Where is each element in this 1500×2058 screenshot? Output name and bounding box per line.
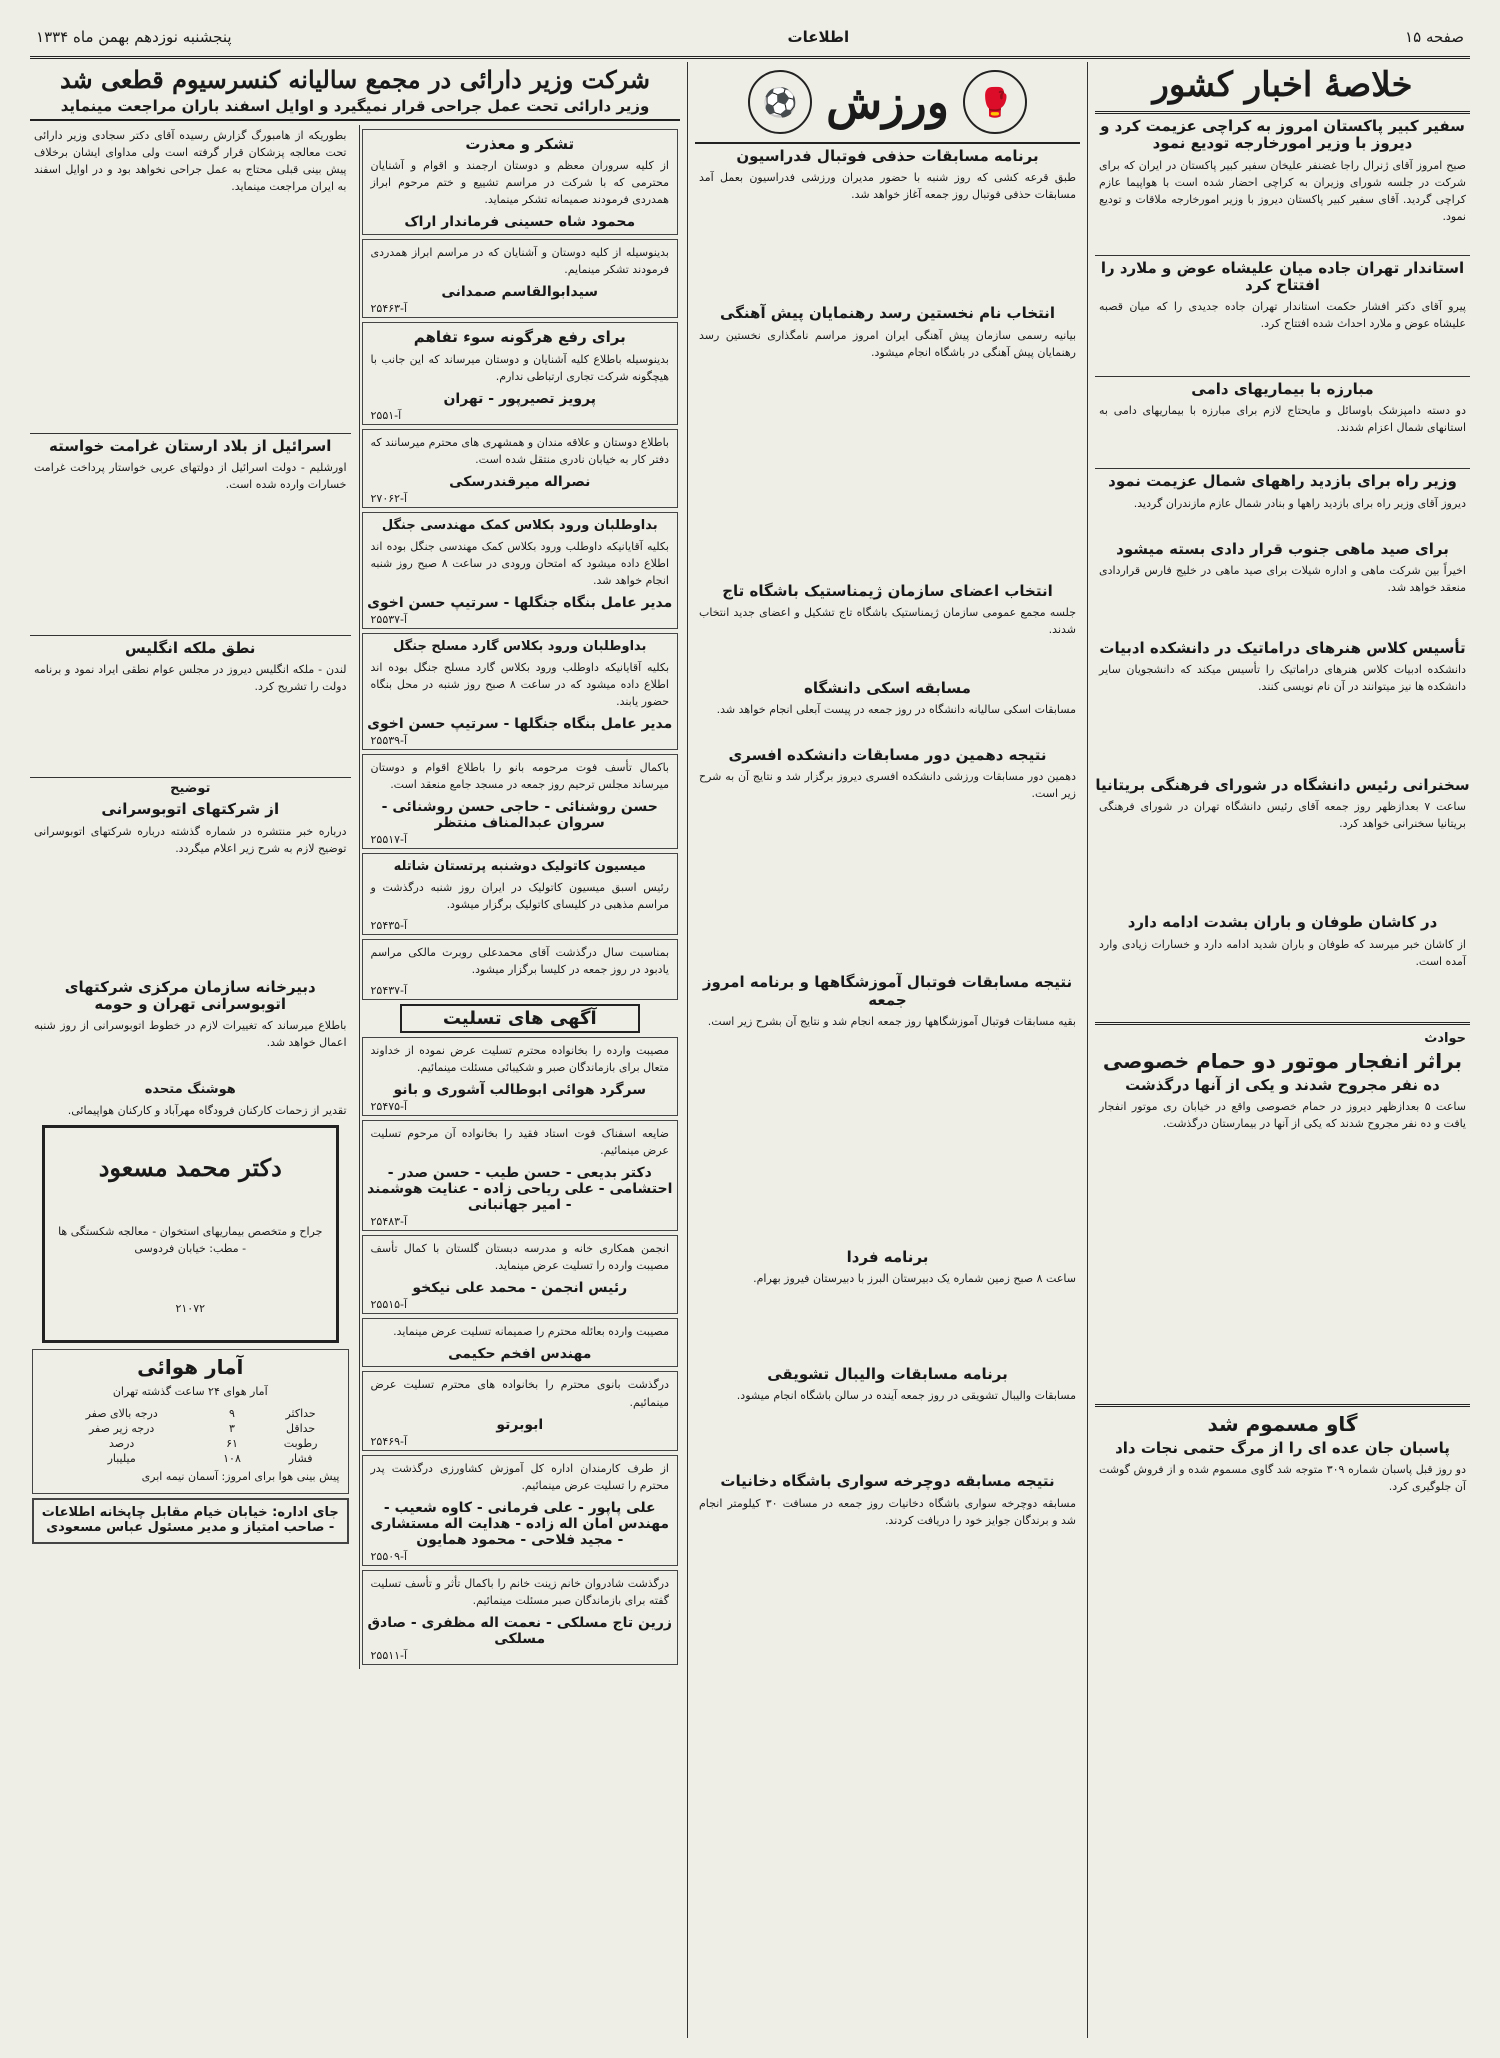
article-body: دو دسته دامپزشک باوسائل و مایحتاج لازم برای مبارزه با بیماریهای دامی به استانهای شمال اعزام شدند. [1099,404,1466,435]
condolence-notice [362,1235,679,1314]
notice-body: بکلیه آقایانیکه داوطلب ورود بکلاس گارد مسلح جنگل بوده اند اطلاع داده میشود که در ساعت ۸ صبح روز شنبه در محل بنگاه حضور یابند. [370,660,669,708]
article-headline: دبیرخانه سازمان مرکزی شرکتهای اتوبوسرانی تهران و حومه [64,977,316,1013]
condolence-notice [362,1371,679,1450]
thanks-notice [362,129,679,235]
article-headline: گاو مسموم شد [1207,1411,1358,1436]
notice-signature: زرین تاج مسلکی - نعمت اله مظفری - صادق مسلکی [367,1614,672,1647]
notice-body: باکمال تأسف فوت مرحومه بانو را باطلاع اقوام و دوستان میرساند مجلس ترحیم روز جمعه در مسجد جامع منعقد است. [370,760,669,791]
article-headline: برنامه فردا [846,1247,929,1266]
forestry-guard-notice [362,633,679,750]
notice-title: برای رفع هرگونه سوء تفاهم [413,328,626,347]
notice-body: مصیبت وارده بعائله محترم را صمیمانه تسلیت عرض مینماید. [393,1325,669,1339]
notice-title: بداوطلبان ورود بکلاس گارد مسلح جنگل [393,638,647,654]
ad-code: آ-۲۵۵۰۹ [370,1549,408,1563]
notice-body: بکلیه آقایانیکه داوطلب ورود بکلاس کمک مهندسی جنگل بوده اند اطلاع داده میشود که امتحان ورودی در ساعت ۸ صبح روز شنبه انجام خواهد شد. [370,539,669,587]
condolence-notice [362,1455,679,1566]
national-news-column [1095,62,1470,2038]
weather-intro: آمار هوای ۲۴ ساعت گذشته تهران [112,1385,268,1399]
ad-code: آ-۲۷۰۶۲ [370,491,408,505]
newspaper-page [30,18,1470,2038]
ad-code: آ-۲۵۴۶۳ [370,302,408,316]
ad-code: آ-۲۵۵۱۷ [370,833,408,847]
article-body: از کاشان خبر میرسد که طوفان و باران شدید ادامه دارد و خسارات زیادی وارد آمده است. [1099,937,1466,968]
ad-code: آ-۲۵۴۳۵ [370,919,408,933]
article-headline: نتیجه مسابقات فوتبال آموزشگاهها و برنامه امروز جمعه [702,973,1073,1009]
ad-code: آ-۲۵۵۳۹ [370,733,408,747]
notice-body: بمناسبت سال درگذشت آقای محمدعلی روبرت مالکی مراسم یادبود در روز جمعه در کلیسا برگزار میشود. [370,946,669,977]
article-headline: سفیر کبیر پاکستان امروز به کراچی عزیمت کرد و دیروز با وزیر امورخارجه تودیع نمود [1100,117,1465,153]
lead-subheadline: وزیر دارائی تحت عمل جراحی قرار نمیگیرد و اوایل اسفند باران مراجعت مینماید [30,98,680,121]
clarification-notice [362,322,679,424]
notice-signature: ابوبرتو [496,1416,544,1433]
notice-signature: پرویز تصیرپور - تهران [443,390,597,407]
notice-signature: علی پاپور - علی فرمانی - کاوه شعیب - مهندس امان اله زاده - هدایت اله مستشاری - مجید فلاحی - محمود همایون [370,1499,670,1548]
article-headline: مسابقه اسکی دانشگاه [804,678,971,697]
article-headline: انتخاب اعضای سازمان ژیمناستیک باشگاه تاج [722,581,1053,600]
notice-body: از طرف کارمندان اداره کل آموزش کشاورزی درگذشت پدر محترم را تسلیت عرض مینمائیم. [370,1461,669,1492]
article-body: مسابقه دوچرخه سواری باشگاه دخانیات روز جمعه در مسافت ۳۰ کیلومتر انجام شد و برندگان جوایز خود را دریافت کردند. [699,1496,1076,1527]
article-body: باطلاع میرساند که تغییرات لازم در خطوط اتوبوسرانی از روز شنبه اعمال خواهد شد. [34,1019,347,1050]
article-body: تقدیر از زحمات کارکنان فرودگاه مهرآباد و کارکنان هواپیمائی. [67,1103,347,1117]
article-headline: استاندار تهران جاده میان علیشاه عوض و ملارد را افتتاح کرد [1100,258,1465,294]
catholic-mission-notice [362,853,679,935]
section-kicker: حوادث [1424,1030,1466,1046]
notice-signature: سیدابوالقاسم صمدانی [441,284,599,301]
notices-grid [30,125,680,1669]
notice-signature: سرگرد هوائی ابوطالب آشوری و بانو [393,1082,646,1099]
article-headline: سخنرانی رئیس دانشگاه در شورای فرهنگی بریتانیا [1095,776,1470,795]
doctor-name: دکتر محمد مسعود [98,1153,282,1183]
ad-code: آ-۲۵۴۶۹ [370,1434,408,1448]
article-body: ساعت ۸ صبح زمین شماره یک دبیرستان البرز با دبیرستان فیروز بهرام. [753,1272,1076,1285]
office-move-notice [362,429,679,508]
sports-column [695,62,1080,2038]
article-body: اخیراً بین شرکت ماهی و اداره شیلات برای صید ماهی در خلیج فارس قراردادی منعقد خواهد شد. [1099,563,1466,594]
ad-code: آ-۲۵۴۸۳ [370,1215,408,1229]
masthead-footer [32,1498,349,1544]
article-body: طبق قرعه کشی که روز شنبه با حضور مدیران ورزشی فدراسیون بعمل آمد مسابقات حذفی فوتبال روز جمعه آغاز خواهد شد. [699,171,1076,202]
article-body: جلسه مجمع عمومی سازمان ژیمناستیک باشگاه تاج تشکیل و اعضای جدید انتخاب شدند. [699,605,1076,636]
article-body: دهمین دور مسابقات ورزشی دانشکده افسری دیروز برگزار شد و نتایج آن به شرح زیر است. [699,770,1076,801]
notice-title: بداوطلبان ورود بکلاس کمک مهندسی جنگل [381,517,658,533]
article-body: مسابقات اسکی سالیانه دانشگاه در روز جمعه در پیست آبعلی انجام خواهد شد. [716,703,1076,716]
article-body: اورشلیم - دولت اسرائیل از دولتهای عربی خواستار پرداخت غرامت خسارات وارده شده است. [34,461,347,492]
table-row: حداکثر ۹ درجه بالای صفر [85,1407,316,1421]
article-body: صبح امروز آقای ژنرال راجا غضنفر علیخان سفیر کبیر پاکستان در ایران که برای شرکت در جلسه شورای وزیران به کراچی احضار شده است با هواپیما عازم کراچی گردید. آقای سفیر کبیر پاکستان دیروز با وزیر امورخارجه ملاقات و تودیع نمود. [1099,158,1466,223]
weather-note: پیش بینی هوا برای امروز: آسمان نیمه ابری [141,1470,340,1484]
condolences-title: آگهی های تسلیت [400,1004,641,1033]
notice-body: باطلاع دوستان و علاقه مندان و همشهری های محترم میرسانند که دفتر کار به خیابان نادری منتقل شده است. [370,435,669,466]
article-headline: براثر انفجار موتور دو حمام خصوصی [1102,1048,1463,1073]
notices-column [30,62,680,2038]
notice-title: تشکر و معذرت [465,134,575,153]
table-row: فشار ۱۰۸ میلیبار [107,1452,313,1466]
article-body: دانشکده ادبیات کلاس هنرهای دراماتیک را تأسیس میکند که دانشجویان سایر دانشکده ها نیز میتوانند در آن نام نویسی کنند. [1099,663,1466,694]
article-body: مسابقات والیبال تشویقی در روز جمعه آینده در سالن باشگاه انجام میشود. [736,1389,1076,1403]
notice-title: میسیون کاتولیک دوشنبه پرتستان شاتله [393,859,646,875]
article-headline: از شرکتهای اتوبوسرانی [101,800,280,819]
lead-body: بطوریکه از هامبورگ گزارش رسیده آقای دکتر سجادی وزیر دارائی تحت معالجه پزشکان قرار گرفته است ولی مداوای ایشان برخلاف پیش بینی قبلی محتاج به عمل جراحی نخواهد بود و در اوایل اسفند به ایران مراجعت مینماید. [34,128,347,193]
page-number: صفحه ۱۵ [1405,28,1464,46]
article-headline: نتیجه دهمین دور مسابقات دانشکده افسری [728,746,1047,764]
notices-right [359,125,681,1669]
condolence-notice [362,1120,679,1231]
condolence-notice [362,1037,679,1116]
notice-signature: مدیر عامل بنگاه جنگلها - سرتیپ حسن اخوی [367,715,673,732]
article-headline: هوشنگ متحده [144,1082,236,1098]
notice-body: انجمن همکاری خانه و مدرسه دبستان گلستان با کمال تأسف مصیبت وارده را تسلیت عرض مینماید. [370,1242,669,1273]
notice-signature: حسن روشنائی - حاجی حسن روشنائی - سروان عبدالمناف منتظر [381,799,658,832]
article-headline: مبارزه با بیماریهای دامی [1191,380,1374,399]
ad-body: جراح و متخصص بیماریهای استخوان - معالجه شکستگی ها - مطب: خیابان فردوسی [58,1224,323,1255]
notice-body: رئیس اسبق میسیون کاتولیک در ایران روز شنبه درگذشت و مراسم مذهبی در کلیسای کاتولیک برگزار میشود. [370,880,669,911]
publisher-info: جای اداره: خیابان خیام مقابل چاپخانه اطلاعات - صاحب امتیاز و مدیر مسئول عباس مسعودی [41,1505,339,1536]
thanks-notice [362,239,679,318]
article-body: بقیه مسابقات فوتبال آموزشگاهها روز جمعه انجام شد و نتایج آن بشرح زیر است. [707,1014,1076,1028]
ad-code: آ-۲۵۵۳۷ [370,612,408,626]
article-body: ساعت ۷ بعدازظهر روز جمعه آقای رئیس دانشگاه تهران در شورای فرهنگی بریتانیا سخنرانی خواهد کرد. [1099,800,1467,831]
condolence-notice [362,1318,679,1367]
page-header [30,18,1470,59]
article-headline: در کاشان طوفان و باران بشدت ادامه دارد [1127,913,1438,932]
paper-name: اطلاعات [787,28,850,46]
article-body: لندن - ملکه انگلیس دیروز در مجلس عوام نطقی ایراد نمود و برنامه دولت را تشریح کرد. [34,663,347,694]
sports-banner [695,62,1080,144]
doctor-advertisement [42,1125,339,1343]
notice-signature: نصراله میرقندرسکی [449,473,591,490]
article-headline: نطق ملکه انگلیس [125,639,256,658]
memorial-notice [362,939,679,1000]
weather-title: آمار هوائی [137,1355,244,1380]
issue-date: پنجشنبه نوزدهم بهمن ماه ۱۳۳۴ [36,28,232,46]
table-row: رطوبت ۶۱ درصد [108,1437,318,1451]
ad-code: آ-۲۵۵۱۱ [370,1648,408,1662]
notice-signature: رئیس انجمن - محمد علی نیکخو [412,1280,628,1297]
notice-body: بدینوسیله از کلیه دوستان و آشنایان که در مراسم ابراز همدردی فرمودند تشکر مینمایم. [370,246,669,277]
weather-table [37,1406,344,1466]
article-subheadline: پاسبان جان عده ای را از مرگ حتمی نجات داد [1115,1438,1450,1457]
condolence-notice [362,754,679,849]
ad-code: آ-۲۵۴۷۵ [370,1100,408,1114]
section-title: خلاصهٔ اخبار کشور [1095,66,1470,114]
article-body: دیروز آقای وزیر راه برای بازدید راهها و بنادر شمال عازم مازندران گردید. [1133,496,1466,510]
column-rule [1087,62,1088,2038]
notice-signature: دکتر بدیعی - حسن طیب - حسن صدر - احتشامی - علی ریاحی زاده - عنایت هوشمند - امیر جهانبانی [367,1165,673,1214]
column-rule [687,62,688,2038]
notice-signature: محمود شاه حسینی فرماندار اراک [404,214,636,231]
notice-body: مصیبت وارده را بخانواده محترم تسلیت عرض نموده از خداوند متعال برای بازماندگان صبر و شکیبائی مسئلت مینمائیم. [370,1044,669,1075]
notice-body: بدینوسیله باطلاع کلیه آشنایان و دوستان میرساند که این جانب با هیچگونه شرکت تجاری ارتباطی ندارم. [370,352,669,383]
article-headline: برنامه مسابقات حذفی فوتبال فدراسیون [736,147,1039,165]
condolence-notice [362,1570,679,1665]
article-body: ساعت ۵ بعدازظهر دیروز در حمام خصوصی واقع در خیابان ری موتور انفجار یافت و ده نفر مجروح شدند که یکی از آنها در بیمارستان درگذشت. [1099,1099,1466,1130]
article-body: درباره خبر منتشره در شماره گذشته درباره شرکتهای اتوبوسرانی توضیح لازم به شرح زیر اعلام میگردد. [34,824,347,855]
article-body: بیانیه رسمی سازمان پیش آهنگی ایران امروز مراسم نامگذاری نخستین رسد رهنمایان پیش آهنگی در باشگاه انجام میشود. [699,328,1076,359]
ad-code: آ-۲۵۵۱ [370,408,402,422]
article-body: دو روز قبل پاسبان شماره ۳۰۹ متوجه شد گاوی مسموم شده و از فروش گوشت آن جلوگیری کرد. [1099,1463,1467,1494]
article-headline: انتخاب نام نخستین رسد رهنمایان پیش آهنگی [720,304,1055,323]
article-headline: برای صید ماهی جنوب قرار دادی بسته میشود [1116,539,1449,558]
ad-code: آ-۲۵۴۳۷ [370,984,408,998]
ad-code: آ-۲۵۵۱۵ [370,1298,408,1312]
football-players-illustration-icon: ⚽ [748,70,812,134]
notices-left [30,125,351,1669]
notice-body: ضایعه اسفناک فوت استاد فقید را بخانواده آن مرحوم تسلیت عرض مینمائیم. [370,1127,669,1158]
article-headline: نتیجه مسابقه دوچرخه سواری باشگاه دخانیات [720,1472,1055,1491]
notice-body: از کلیه سروران معظم و دوستان ارجمند و اقوام و آشنایان محترمی که با شرکت در مراسم تشییع و ختم مرحوم ابراز همدردی فرمودند صمیمانه تشکر مینماید. [370,159,669,207]
explain-title: توضیح [170,781,211,797]
article-body: پیرو آقای دکتر افشار حکمت استاندار تهران جاده جدیدی را که میان قصبه علیشاه عوض و ملارد احداث شده افتتاح کرد. [1099,300,1466,331]
article-headline: برنامه مسابقات والیبال تشویقی [767,1365,1008,1383]
article-headline: اسرائیل از بلاد ارستان غرامت خواسته [49,436,332,455]
boxers-illustration-icon: 🥊 [963,70,1027,134]
notice-body: درگذشت شادروان خانم زینت خانم را باکمال تأثر و تأسف تسلیت گفته برای بازماندگان صبر مسئلت مینمائیم. [370,1576,669,1607]
article-headline: تأسیس کلاس هنرهای دراماتیک در دانشکده ادبیات [1099,638,1466,657]
notice-signature: مدیر عامل بنگاه جنگلها - سرتیپ حسن اخوی [367,594,673,611]
lead-headline: شرکت وزیر دارائی در مجمع سالیانه کنسرسیوم قطعی شد [59,65,651,94]
sports-title: ورزش [826,75,949,129]
forestry-notice [362,512,679,629]
notice-body: درگذشت بانوی محترم را بخانواده های محترم تسلیت عرض مینمائیم. [370,1378,669,1409]
weather-box [32,1349,349,1494]
article-headline: وزیر راه برای بازدید راههای شمال عزیمت نمود [1108,472,1457,491]
notice-signature: مهندس افخم حکیمی [448,1346,592,1363]
article-subheadline: ده نفر مجروح شدند و یکی از آنها درگذشت [1125,1075,1440,1094]
table-row: حداقل ۳ درجه زیر صفر [88,1422,316,1436]
ad-code: ۲۱۰۷۲ [175,1301,206,1315]
